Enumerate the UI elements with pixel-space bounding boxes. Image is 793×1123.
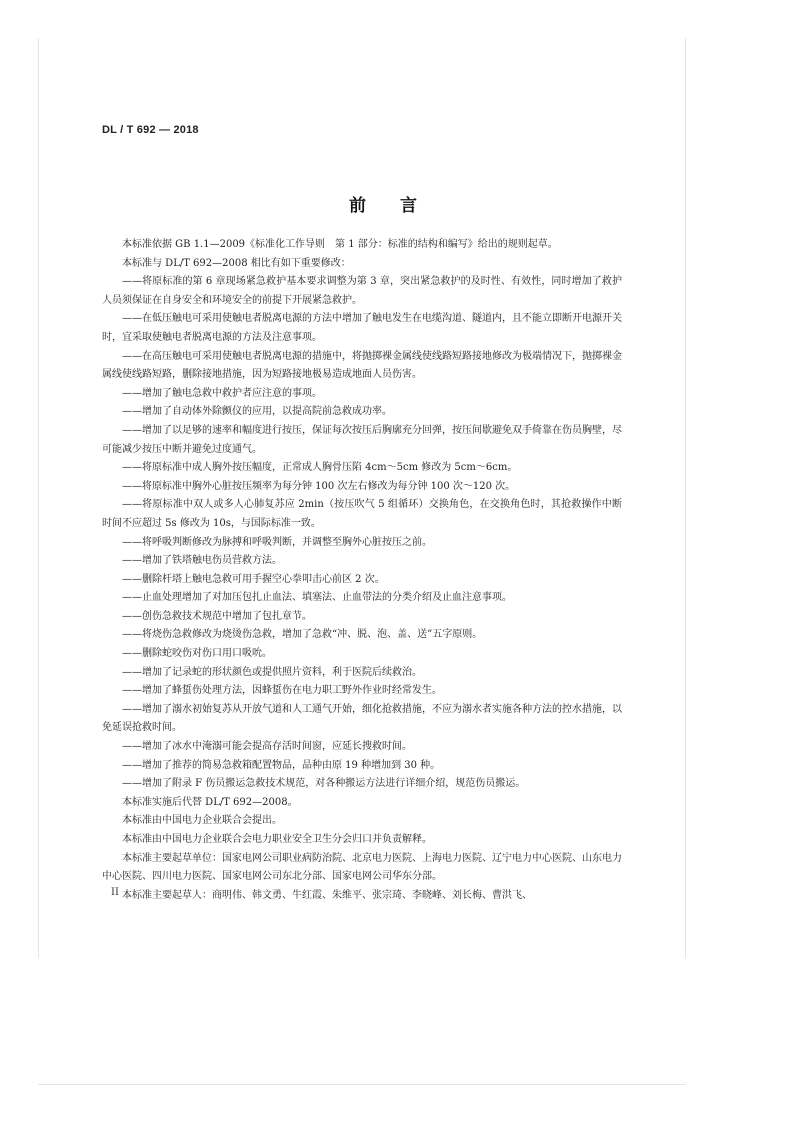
paragraph: ——增加了推荐的简易急救箱配置物品，品种由原 19 种增加到 30 种。 (122, 759, 441, 771)
page-border-right (685, 38, 686, 958)
paragraph: ——删除蛇咬伤对伤口用口吸吮。 (122, 648, 272, 660)
paragraph: ——增加了以足够的速率和幅度进行按压，保证每次按压后胸廓充分回弹，按压间歇避免双手倚靠在伤员胸壁，尽可能减少按压中断并避免过度通气。 (102, 424, 622, 455)
paragraph: ——将原标准中成人胸外按压幅度，正常成人胸骨压陷 4cm～5cm 修改为 5cm～6cm。 (122, 462, 518, 474)
paragraph: ——增加了触电急救中救护者应注意的事项。 (122, 387, 322, 399)
paragraph: ——在低压触电可采用使触电者脱离电源的方法中增加了触电发生在电缆沟道、隧道内，且不能立即断开电源开关时，宜采取使触电者脱离电源的方法及注意事项。 (102, 313, 622, 343)
paragraph: 本标准主要起草单位：国家电网公司职业病防治院、北京电力医院、上海电力医院、辽宁电力中心医院、山东电力中心医院、四川电力医院、国家电网公司东北分部、国家电网公司华东分部。 (102, 852, 622, 883)
foreword-body (102, 236, 622, 905)
document-code: DL / T 692 — 2018 (102, 124, 199, 136)
paragraph: ——增加了冰水中淹溺可能会提高存活时间窗，应延长搜救时间。 (122, 741, 412, 753)
page-title: 前 言 (349, 196, 417, 217)
paragraph: 本标准依据 GB 1.1—2009《标准化工作导则 第 1 部分：标准的结构和编写》给出的规则起草。 (122, 239, 558, 250)
paragraph: 本标准主要起草人：商明伟、韩文勇、牛红霞、朱维平、张宗琦、李晓峰、刘长梅、曹洪飞、 (122, 889, 532, 901)
paragraph: ——增加了溺水初始复苏从开放气道和人工通气开始，细化抢救措施，不应为溺水者实施各种方法的控水措施，以免延误抢救时间。 (102, 703, 622, 734)
paragraph: ——将原标准中胸外心脏按压频率为每分钟 100 次左右修改为每分钟 100 次～120 次。 (122, 480, 516, 492)
paragraph: 本标准实施后代替 DL/T 692—2008。 (122, 796, 298, 808)
page-border-left (38, 38, 39, 958)
paragraph: ——将呼吸判断修改为脉搏和呼吸判断，并调整至胸外心脏按压之前。 (122, 536, 432, 548)
paragraph: ——增加了附录 F 伤员搬运急救技术规范，对各种搬运方法进行详细介绍，规范伤员搬运。 (122, 778, 526, 790)
paragraph: ——增加了铁塔触电伤员营救方法。 (122, 555, 282, 567)
paragraph: ——在高压触电可采用使触电者脱离电源的措施中，将抛掷裸金属线使线路短路接地修改为极端情况下，抛掷裸金属线使线路短路，删除接地措施，因为短路接地极易造成地面人员伤害。 (102, 350, 622, 381)
paragraph: ——止血处理增加了对加压包扎止血法、填塞法、止血带法的分类介绍及止血注意事项。 (122, 592, 512, 604)
paragraph: ——创伤急救技术规范中增加了包扎章节。 (122, 610, 312, 622)
paragraph: ——删除杆塔上触电急救可用手握空心拳叩击心前区 2 次。 (122, 573, 385, 585)
paragraph: ——将原标准中双人或多人心肺复苏应 2min（按压吹气 5 组循环）交换角色，在交换角色时，其抢救操作中断时间不应超过 5s 修改为 10s，与国际标准一致。 (102, 499, 622, 529)
paragraph: ——增加了记录蛇的形状颜色或提供照片资料，利于医院后续救治。 (122, 666, 422, 678)
page-border-bottom (38, 1084, 686, 1085)
paragraph: ——增加了自动体外除颤仪的应用，以提高院前急救成功率。 (122, 406, 392, 418)
paragraph: 本标准与 DL/T 692—2008 相比有如下重要修改： (122, 257, 351, 269)
paragraph: 本标准由中国电力企业联合会提出。 (122, 815, 282, 827)
paragraph: 本标准由中国电力企业联合会电力职业安全卫生分会归口并负责解释。 (122, 834, 432, 845)
paragraph: ——将原标准的第 6 章现场紧急救护基本要求调整为第 3 章，突出紧急救护的及时性、有效性，同时增加了救护人员须保证在自身安全和环境安全的前提下开展紧急救护。 (102, 276, 622, 306)
paragraph: ——将烧伤急救修改为烧烫伤急救，增加了急救“冲、脱、泡、盖、送”五字原则。 (122, 629, 483, 641)
paragraph: ——增加了蜂蜇伤处理方法，因蜂蜇伤在电力职工野外作业时经常发生。 (122, 685, 442, 697)
page-number: II (111, 887, 119, 898)
